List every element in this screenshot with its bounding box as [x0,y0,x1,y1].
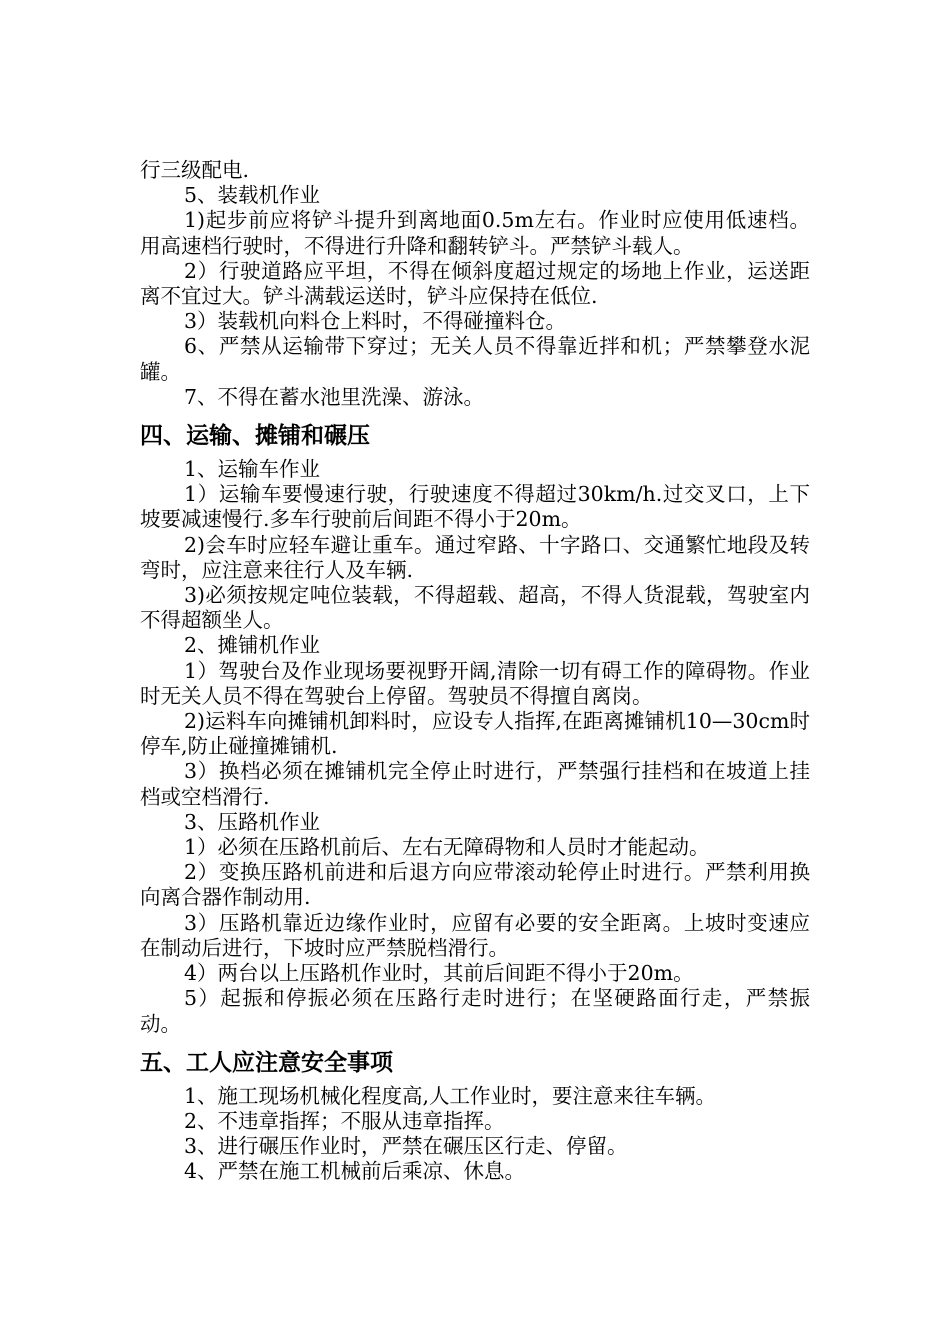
subsection-title: 2、摊铺机作业 [184,633,321,658]
paragraph: 2）变换压路机前进和后退方向应带滚动轮停止时进行。严禁利用换向离合器作制动用. [140,860,810,910]
paragraph: 2、不违章指挥；不服从违章指挥。 [184,1108,505,1133]
paragraph: 行三级配电. [140,158,250,182]
paragraph: 1）驾驶台及作业现场要视野开阔,清除一切有碍工作的障碍物。作业时无关人员不得在驾驶台上停留。驾驶员不得擅自离岗。 [140,658,810,708]
paragraph: 3）换档必须在摊铺机完全停止时进行，严禁强行挂档和在坡道上挂档或空档滑行. [140,759,810,809]
paragraph: 3）装载机向料仓上料时，不得碰撞料仓。 [184,309,567,334]
paragraph: 7、不得在蓄水池里洗澡、游泳。 [184,384,485,409]
paragraph: 1）运输车要慢速行驶，行驶速度不得超过30km/h.过交叉口，上下坡要减速慢行.多车行驶前后间距不得小于20m。 [140,482,810,532]
section-heading: 五、工人应注意安全事项 [140,1049,393,1076]
paragraph: 1、施工现场机械化程度高,人工作业时，要注意来往车辆。 [184,1083,717,1108]
paragraph: 5）起振和停振必须在压路行走时进行；在坚硬路面行走，严禁振动。 [140,986,810,1036]
subsection-title: 1、运输车作业 [184,457,321,482]
paragraph: 4）两台以上压路机作业时，其前后间距不得小于20m。 [184,961,694,986]
paragraph: 4、严禁在施工机械前后乘凉、休息。 [184,1159,526,1184]
paragraph: 2)运料车向摊铺机卸料时，应设专人指挥,在距离摊铺机10—30cm时停车,防止碰撞摊铺机. [140,709,810,759]
paragraph: 3、进行碾压作业时，严禁在碾压区行走、停留。 [184,1134,628,1159]
paragraph: 2)会车时应轻车避让重车。通过窄路、十字路口、交通繁忙地段及转弯时，应注意来往行人及车辆. [140,532,810,582]
subsection-title: 5、装载机作业 [184,183,321,208]
paragraph: 3)必须按规定吨位装载，不得超载、超高，不得人货混载，驾驶室内不得超额坐人。 [140,583,810,633]
subsection-title: 3、压路机作业 [184,809,321,834]
paragraph: 3）压路机靠近边缘作业时，应留有必要的安全距离。上坡时变速应在制动后进行，下坡时应严禁脱档滑行。 [140,910,810,960]
paragraph: 1)起步前应将铲斗提升到离地面0.5m左右。作业时应使用低速档。用高速档行驶时，不得进行升降和翻转铲斗。严禁铲斗载人。 [140,208,810,258]
paragraph: 1）必须在压路机前后、左右无障碍物和人员时才能起动。 [184,835,710,860]
paragraph: 2）行驶道路应平坦，不得在倾斜度超过规定的场地上作业，运送距离不宜过大。铲斗满载运送时，铲斗应保持在低位. [140,258,810,309]
section-heading: 四、运输、摊铺和碾压 [140,423,370,450]
paragraph: 6、严禁从运输带下穿过；无关人员不得靠近拌和机；严禁攀登水泥罐。 [140,334,810,384]
